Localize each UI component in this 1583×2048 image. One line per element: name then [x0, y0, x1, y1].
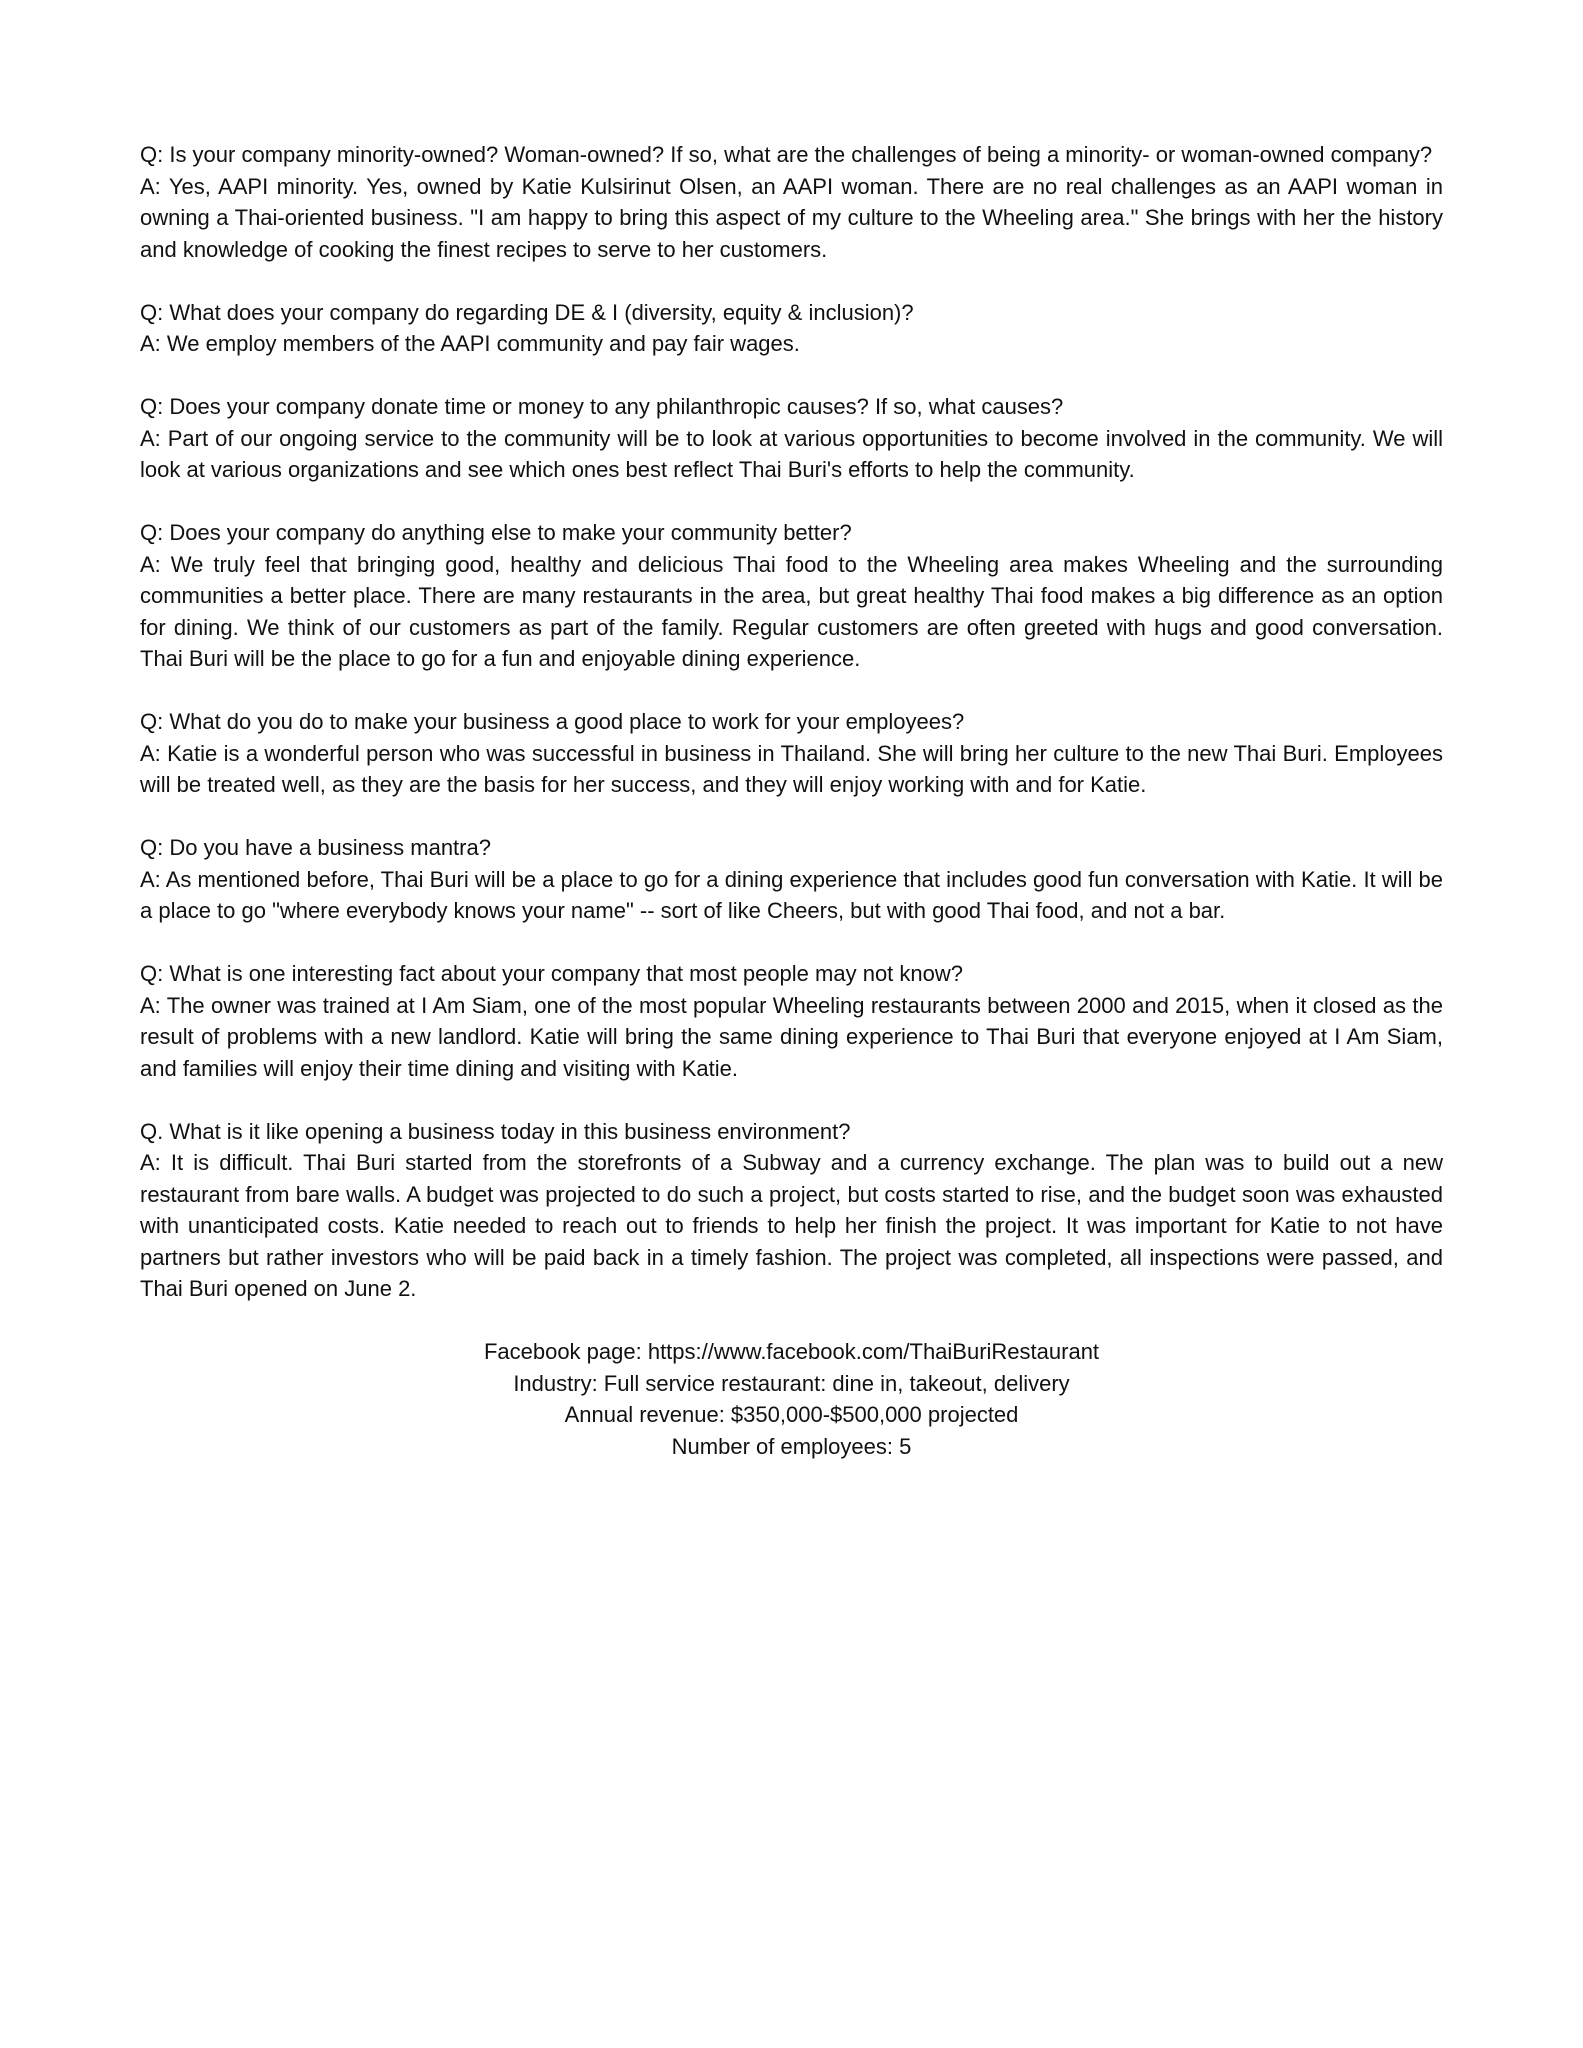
answer-text: A: We employ members of the AAPI community and pay fair wages.	[140, 331, 800, 356]
question-text: Q: Does your company do anything else to make your community better?	[140, 520, 852, 545]
annual-revenue-line: Annual revenue: $350,000-$500,000 projected	[564, 1402, 1019, 1427]
qa-block-business-environment	[140, 1116, 1443, 1305]
qa-block-workplace	[140, 706, 1443, 801]
question-text: Q: What does your company do regarding DE & I (diversity, equity & inclusion)?	[140, 299, 914, 325]
document-body	[140, 139, 1443, 1462]
question-text: Q. What is it like opening a business today in this business environment?	[140, 1118, 851, 1144]
answer-text: A: We truly feel that bringing good, healthy and delicious Thai food to the Wheeling area makes Wheeling and the surrounding communities a better place. There are many restaurants in the area, but great healthy Thai food makes a big difference as an option for dining. We think of our customers as part of the family. Regular customers are often greeted with hugs and good conversation. Thai Buri will be the place to go for a fun and enjoyable dining experience.	[140, 551, 1443, 671]
question-text: Q: What is one interesting fact about your company that most people may not know?	[140, 961, 963, 986]
answer-text: A: The owner was trained at I Am Siam, one of the most popular Wheeling restaurants between 2000 and 2015, when it closed as the result of problems with a new landlord. Katie will bring the same dining experience to Thai Buri that everyone enjoyed at I Am Siam, and families will enjoy their time dining and visiting with Katie.	[140, 992, 1443, 1081]
question-text: Q: Do you have a business mantra?	[140, 835, 491, 860]
answer-text: A: Yes, AAPI minority. Yes, owned by Katie Kulsirinut Olsen, an AAPI woman. There are no real challenges as an AAPI woman in owning a Thai-oriented business. "I am happy to bring this aspect of my culture to the Wheeling area." She brings with her the history and knowledge of cooking the finest recipes to serve to her customers.	[140, 173, 1443, 262]
question-text: Q: What do you do to make your business a good place to work for your employees?	[140, 709, 965, 734]
qa-block-interesting-fact	[140, 958, 1443, 1084]
employee-count-line: Number of employees: 5	[671, 1433, 912, 1459]
question-text: Q: Is your company minority-owned? Woman-owned? If so, what are the challenges of being a minority- or woman-owned company?	[140, 142, 1433, 167]
answer-text: A: Part of our ongoing service to the community will be to look at various opportunities to become involved in the community. We will look at various organizations and see which ones best reflect Thai Buri's efforts to help the community.	[140, 425, 1443, 482]
company-facts	[140, 1336, 1443, 1462]
answer-text: A: As mentioned before, Thai Buri will be a place to go for a dining experience that includes good fun conversation with Katie. It will be a place to go "where everybody knows your name" -- sort of like Cheers, but with good Thai food, and not a bar.	[140, 866, 1443, 923]
qa-block-minority-owned	[140, 139, 1443, 265]
qa-block-philanthropy	[140, 391, 1443, 486]
question-text: Q: Does your company donate time or money to any philanthropic causes? If so, what causes?	[140, 394, 1064, 419]
qa-block-community	[140, 517, 1443, 675]
industry-line: Industry: Full service restaurant: dine in, takeout, delivery	[513, 1370, 1070, 1396]
facebook-page-line: Facebook page: https://www.facebook.com/ThaiBuriRestaurant	[483, 1339, 1100, 1364]
answer-text: A: Katie is a wonderful person who was successful in business in Thailand. She will bring her culture to the new Thai Buri. Employees will be treated well, as they are the basis for her success, and they will enjoy working with and for Katie.	[140, 740, 1443, 797]
qa-block-mantra	[140, 832, 1443, 927]
qa-block-dei	[140, 297, 1443, 360]
answer-text: A: It is difficult. Thai Buri started from the storefronts of a Subway and a currency exchange. The plan was to build out a new restaurant from bare walls. A budget was projected to do such a project, but costs started to rise, and the budget soon was exhausted with unanticipated costs. Katie needed to reach out to friends to help her finish the project. It was important for Katie to not have partners but rather investors who will be paid back in a timely fashion. The project was completed, all inspections were passed, and Thai Buri opened on June 2.	[140, 1150, 1443, 1301]
